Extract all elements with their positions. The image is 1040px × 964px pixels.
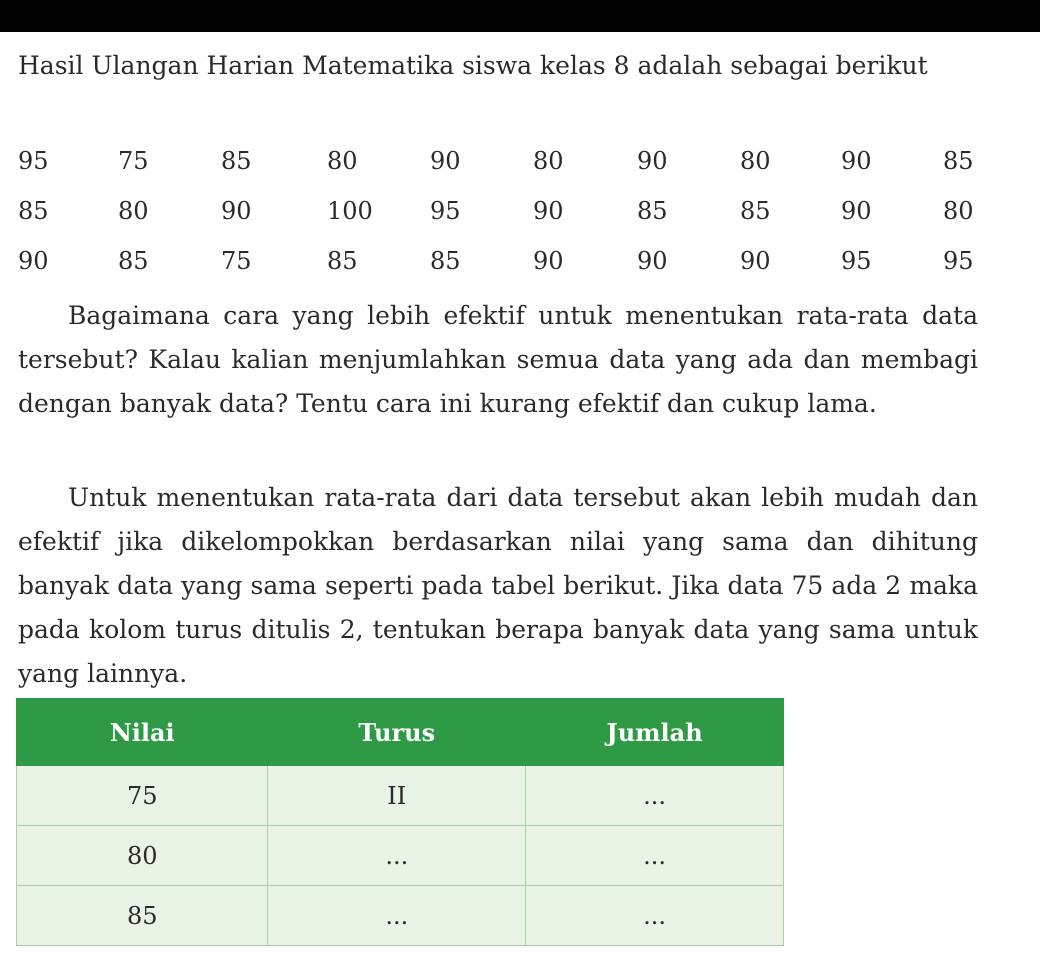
data-value: 85 bbox=[637, 197, 668, 225]
cell-turus: II bbox=[268, 766, 526, 826]
data-row bbox=[18, 190, 978, 240]
header-jumlah: Jumlah bbox=[526, 699, 784, 766]
data-value: 90 bbox=[740, 247, 771, 275]
cell-jumlah: ... bbox=[526, 766, 784, 826]
cell-nilai: 80 bbox=[17, 826, 268, 886]
data-value: 90 bbox=[533, 197, 564, 225]
data-value: 75 bbox=[118, 147, 149, 175]
table-row bbox=[17, 886, 784, 946]
data-value: 90 bbox=[841, 147, 872, 175]
cell-nilai: 85 bbox=[17, 886, 268, 946]
data-value: 80 bbox=[943, 197, 974, 225]
tally-table bbox=[16, 698, 784, 946]
data-value: 100 bbox=[327, 197, 373, 225]
header-nilai: Nilai bbox=[17, 699, 268, 766]
data-value: 95 bbox=[943, 247, 974, 275]
data-value: 80 bbox=[533, 147, 564, 175]
paragraph-question: Bagaimana cara yang lebih efektif untuk menentukan rata-rata data tersebut? Kalau kalian menjumlahkan semua data yang ada dan membagi dengan banyak data? Tentu cara ini kurang efektif dan cukup lama. bbox=[18, 301, 978, 418]
data-value: 90 bbox=[430, 147, 461, 175]
data-value: 85 bbox=[327, 247, 358, 275]
header-turus: Turus bbox=[268, 699, 526, 766]
cell-turus: ... bbox=[268, 886, 526, 946]
data-value: 75 bbox=[221, 247, 252, 275]
data-value: 85 bbox=[943, 147, 974, 175]
data-value: 85 bbox=[740, 197, 771, 225]
cell-jumlah: ... bbox=[526, 826, 784, 886]
data-value: 90 bbox=[533, 247, 564, 275]
data-value: 85 bbox=[430, 247, 461, 275]
data-value: 85 bbox=[118, 247, 149, 275]
table-row bbox=[17, 826, 784, 886]
data-value: 80 bbox=[118, 197, 149, 225]
table-row bbox=[17, 766, 784, 826]
data-value: 90 bbox=[637, 247, 668, 275]
data-value: 80 bbox=[327, 147, 358, 175]
cell-nilai: 75 bbox=[17, 766, 268, 826]
data-value: 90 bbox=[18, 247, 49, 275]
paragraph-instruction: Untuk menentukan rata-rata dari data tersebut akan lebih mudah dan efektif jika dikelompokkan berdasarkan nilai yang sama dan dihitung banyak data yang sama seperti pada tabel berikut. Jika data 75 ada 2 maka pada kolom turus ditulis 2, tentukan berapa banyak data yang sama untuk yang lainnya. bbox=[18, 483, 978, 688]
data-value: 95 bbox=[841, 247, 872, 275]
data-row bbox=[18, 240, 978, 290]
data-row bbox=[18, 140, 978, 190]
data-value: 90 bbox=[841, 197, 872, 225]
data-value: 95 bbox=[18, 147, 49, 175]
data-value: 80 bbox=[740, 147, 771, 175]
cell-jumlah: ... bbox=[526, 886, 784, 946]
data-value: 85 bbox=[221, 147, 252, 175]
cell-turus: ... bbox=[268, 826, 526, 886]
top-bar bbox=[0, 0, 1040, 32]
intro-text: Hasil Ulangan Harian Matematika siswa kelas 8 adalah sebagai berikut bbox=[18, 51, 928, 80]
data-grid bbox=[18, 140, 978, 290]
data-value: 95 bbox=[430, 197, 461, 225]
data-value: 90 bbox=[637, 147, 668, 175]
table-header-row bbox=[17, 699, 784, 766]
data-value: 85 bbox=[18, 197, 49, 225]
data-value: 90 bbox=[221, 197, 252, 225]
